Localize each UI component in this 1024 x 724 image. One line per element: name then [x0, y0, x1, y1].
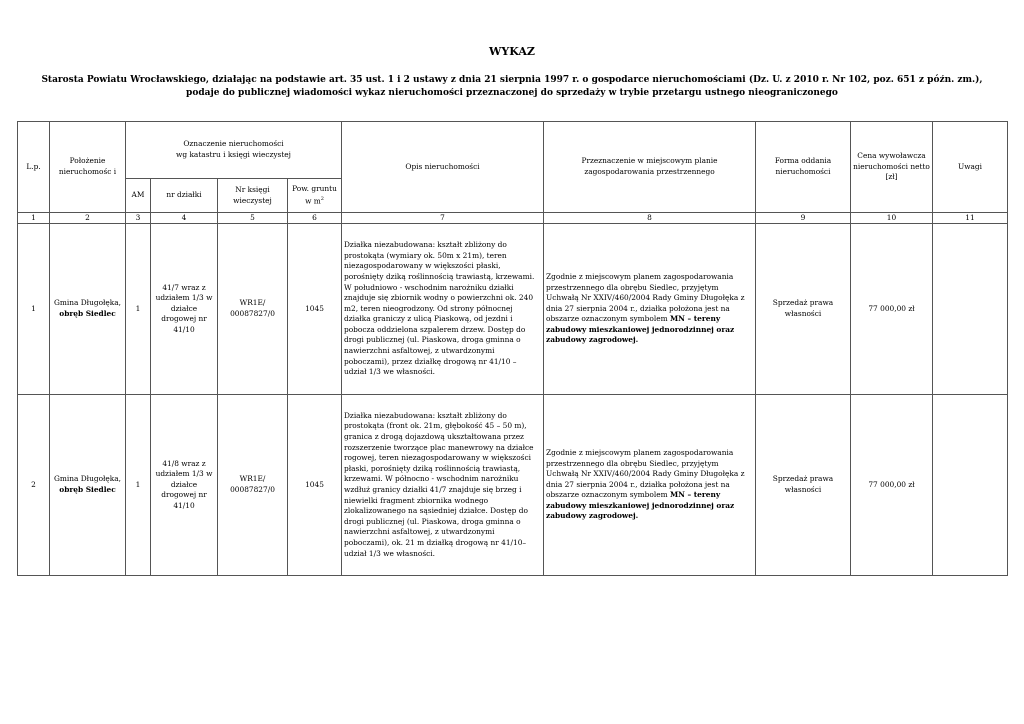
cell-przeznaczenie-bold: MN – tereny zabudowy mieszkaniowej jednorodzinnej oraz zabudowy zagrodowej. — [546, 314, 735, 345]
subtitle-line-2: podaje do publicznej wiadomości wykaz nieruchomości przeznaczonej do sprzedaży w trybie przetargu ustnego nieograniczonego — [186, 88, 838, 98]
header-row-1 — [18, 122, 1008, 179]
cell-opis: Działka niezabudowana: kształt zbliżony do prostokąta (wymiary ok. 50m x 21m), teren niezagospodarowany w większości płaski, porośnięty dziką roślinnością trawiastą, krzewami. W południowo - wschodnim narożniku działki znajduje się zbiornik wodny o powierzchni ok. 240 m2, teren nieogrodzony. Od strony północnej działka graniczy z ulicą Piaskową, od jezdni i pobocza oddzielona szpalerem drzew. Dostęp do drogi publicznej (ul. Piaskowa, droga gminna o nawierzchni asfaltowej, z utwardzonymi poboczami), przez działkę drogową nr 41/10 – udział 1/3 we własności. — [342, 224, 544, 395]
header-oznaczenie-line2: wg katastru i księgi wieczystej — [176, 150, 291, 159]
cell-polozenie — [50, 395, 126, 576]
cell-ksiega: WR1E/ 00087827/0 — [218, 395, 288, 576]
header-cena: Cena wywoławcza nieruchomości netto [zł] — [851, 122, 933, 213]
header-pow — [288, 179, 342, 213]
cell-lp: 1 — [18, 224, 50, 395]
header-oznaczenie — [126, 122, 342, 179]
header-forma: Forma oddania nieruchomości — [756, 122, 851, 213]
cell-pow: 1045 — [288, 224, 342, 395]
header-nr-ksiegi: Nr księgi wieczystej — [218, 179, 288, 213]
col-number: 4 — [151, 213, 218, 224]
col-number: 3 — [126, 213, 151, 224]
cell-am: 1 — [126, 395, 151, 576]
cell-dzialka: 41/7 wraz z udziałem 1/3 w działce drogowej nr 41/10 — [151, 224, 218, 395]
cell-cena: 77 000,00 zł — [851, 224, 933, 395]
cell-przeznaczenie-text: Zgodnie z miejscowym planem zagospodarowania przestrzennego dla obrębu Siedlec, przyjętym Uchwałą Nr XXIV/460/2004 Rady Gminy Długołęka z dnia 27 sierpnia 2004 r., działka położona jest na obszarze oznaczonym symbolem — [546, 271, 745, 324]
cell-uwagi — [933, 224, 1008, 395]
document-title: WYKAZ — [489, 45, 535, 58]
cell-przeznaczenie — [544, 224, 756, 395]
table-row — [18, 224, 1008, 395]
cell-lp: 2 — [18, 395, 50, 576]
cell-obreb: obręb Siedlec — [59, 309, 116, 318]
cell-przeznaczenie — [544, 395, 756, 576]
cell-obreb: obręb Siedlec — [59, 485, 116, 494]
cell-forma: Sprzedaż prawa własności — [756, 395, 851, 576]
header-polozenie: Położenie nieruchomośc i — [50, 122, 126, 213]
col-number: 11 — [933, 213, 1008, 224]
header-opis: Opis nieruchomości — [342, 122, 544, 213]
header-pow-sup: 2 — [320, 196, 324, 203]
cell-opis: Działka niezabudowana: kształt zbliżony do prostokąta (front ok. 21m, głębokość 45 – 50 m), granica z drogą dojazdową ukształtowana przez rozszerzenie tworzące plac manewrowy na działce rogowej, teren niezagospodarowany w większości płaski, porośnięty dziką roślinnością trawiastą, krzewami. W północno - wschodnim narożniku wzdłuż granicy działki 41/7 znajduje się brzeg i niewielki fragment zbiornika wodnego zlokalizowanego na sąsiedniej działce. Dostęp do drogi publicznej (ul. Piaskowa, droga gminna o nawierzchni asfaltowej, z utwardzonymi poboczami), ok. 21 m działką drogową nr 41/10– udział 1/3 we własności. — [342, 395, 544, 576]
col-number: 5 — [218, 213, 288, 224]
header-przeznaczenie-line2: zagospodarowania przestrzennego — [584, 167, 715, 176]
header-pow-label: Pow. gruntu w m — [292, 183, 337, 206]
cell-przeznaczenie-bold: MN – tereny zabudowy mieszkaniowej jednorodzinnej oraz zabudowy zagrodowej. — [546, 490, 735, 521]
col-number: 9 — [756, 213, 851, 224]
cell-ksiega: WR1E/ 00087827/0 — [218, 224, 288, 395]
cell-dzialka: 41/8 wraz z udziałem 1/3 w działce drogowej nr 41/10 — [151, 395, 218, 576]
header-nr-dzialki: nr działki — [151, 179, 218, 213]
cell-gmina: Gmina Długołęka, — [53, 298, 122, 308]
table-row — [18, 395, 1008, 576]
cell-gmina: Gmina Długołęka, — [53, 474, 122, 484]
header-lp: L.p. — [18, 122, 50, 213]
cell-cena: 77 000,00 zł — [851, 395, 933, 576]
document-subtitle — [20, 74, 1004, 100]
col-number: 2 — [50, 213, 126, 224]
cell-pow: 1045 — [288, 395, 342, 576]
header-oznaczenie-line1: Oznaczenie nieruchomości — [183, 139, 284, 149]
col-number: 6 — [288, 213, 342, 224]
cell-forma: Sprzedaż prawa własności — [756, 224, 851, 395]
property-table — [17, 121, 1008, 576]
col-number: 10 — [851, 213, 933, 224]
header-przeznaczenie — [544, 122, 756, 213]
cell-polozenie — [50, 224, 126, 395]
subtitle-line-1: Starosta Powiatu Wrocławskiego, działając na podstawie art. 35 ust. 1 i 2 ustawy z dnia 21 sierpnia 1997 r. o gospodarce nieruchomościami (Dz. U. z 2010 r. Nr 102, poz. 651 z późn. zm.), — [41, 75, 983, 85]
cell-uwagi — [933, 395, 1008, 576]
header-przeznaczenie-line1: Przeznaczenie w miejscowym planie — [581, 156, 718, 166]
cell-am: 1 — [126, 224, 151, 395]
header-uwagi: Uwagi — [933, 122, 1008, 213]
cell-przeznaczenie-text: Zgodnie z miejscowym planem zagospodarowania przestrzennego dla obrębu Siedlec, przyjętym Uchwałą Nr XXIV/460/2004 Rady Gminy Długołęka z dnia 27 sierpnia 2004 r., działka położona jest na obszarze oznaczonym symbolem — [546, 447, 745, 500]
col-number: 7 — [342, 213, 544, 224]
col-number: 8 — [544, 213, 756, 224]
col-number: 1 — [18, 213, 50, 224]
header-am: AM — [126, 179, 151, 213]
column-number-row — [18, 213, 1008, 224]
